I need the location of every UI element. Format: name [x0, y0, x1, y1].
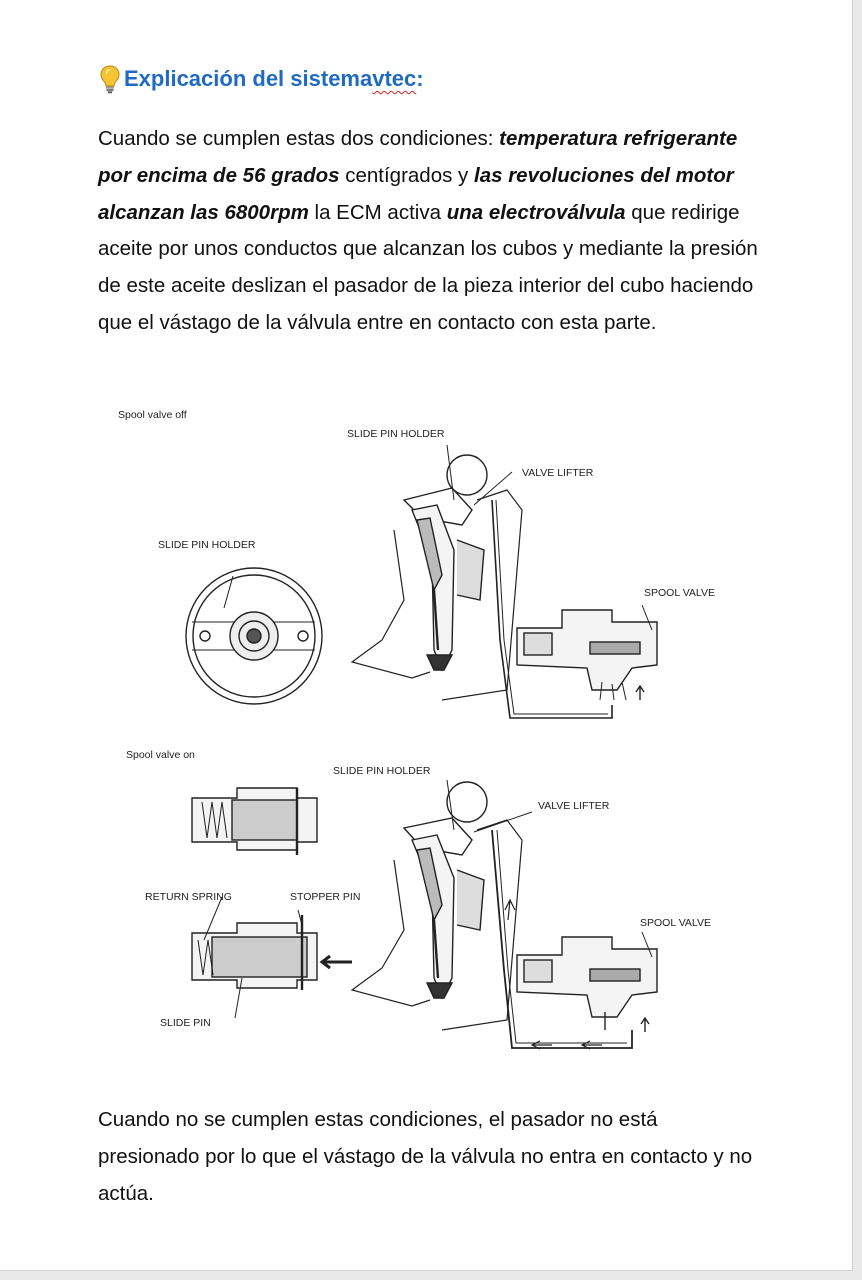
label-slide-pin-holder-left: SLIDE PIN HOLDER [158, 539, 256, 551]
label-stopper-pin: STOPPER PIN [290, 891, 361, 903]
section-heading [98, 64, 424, 94]
label-spool-valve-top: SPOOL VALVE [644, 587, 716, 599]
label-valve-lifter-bottom: VALVE LIFTER [538, 800, 610, 812]
lightbulb-icon [98, 64, 122, 94]
para1-segment: centígrados y [339, 163, 474, 187]
para1-segment: que redirige aceite por unos conductos que alcanzan los cubos y mediante la presión de este aceite deslizan el pasador de la pieza interior del cubo haciendo que el vástago de la válvula entre en contacto con esta parte. [98, 200, 758, 334]
label-spool-valve-on: Spool valve on [126, 749, 195, 761]
label-slide-pin-holder-bottom: SLIDE PIN HOLDER [333, 765, 431, 777]
label-valve-lifter-top: VALVE LIFTER [522, 467, 594, 479]
para1-bold-rpm: las revoluciones del motor alcanzan las 6800rpm [98, 163, 734, 224]
bottom-spool-valve [517, 932, 657, 1032]
paragraph-explanation [98, 121, 758, 342]
para1-bold-temperature: temperatura refrigerante por encima de 56 grados [98, 127, 738, 187]
bottom-rocker-valve-assembly [352, 780, 532, 1030]
top-slide-pin-holder-disc [186, 568, 322, 704]
heading-text: Explicación del sistema [124, 66, 373, 91]
label-spool-valve-off: Spool valve off [118, 409, 187, 421]
para1-segment: Cuando se cumplen estas dos condiciones: [98, 127, 500, 150]
top-spool-valve [517, 605, 657, 700]
bottom-pin-holder-section-lower [192, 897, 352, 1018]
label-slide-pin-holder-top: SLIDE PIN HOLDER [347, 428, 445, 440]
vtec-diagram [112, 400, 752, 1065]
label-slide-pin: SLIDE PIN [160, 1017, 211, 1029]
bottom-pin-holder-section-upper [192, 788, 317, 855]
heading-underlined-word: vtec [372, 66, 417, 91]
para1-bold-solenoid: una electroválvula [446, 200, 626, 224]
label-spool-valve-bottom: SPOOL VALVE [640, 917, 712, 929]
label-return-spring: RETURN SPRING [145, 891, 232, 903]
paragraph-conclusion: Cuando no se cumplen estas condiciones, el pasador no está presionado por lo que el vástago de la válvula no entra en contacto y no actúa. [98, 1108, 753, 1205]
heading-colon: : [416, 66, 424, 91]
para1-segment: la ECM activa [308, 200, 447, 224]
